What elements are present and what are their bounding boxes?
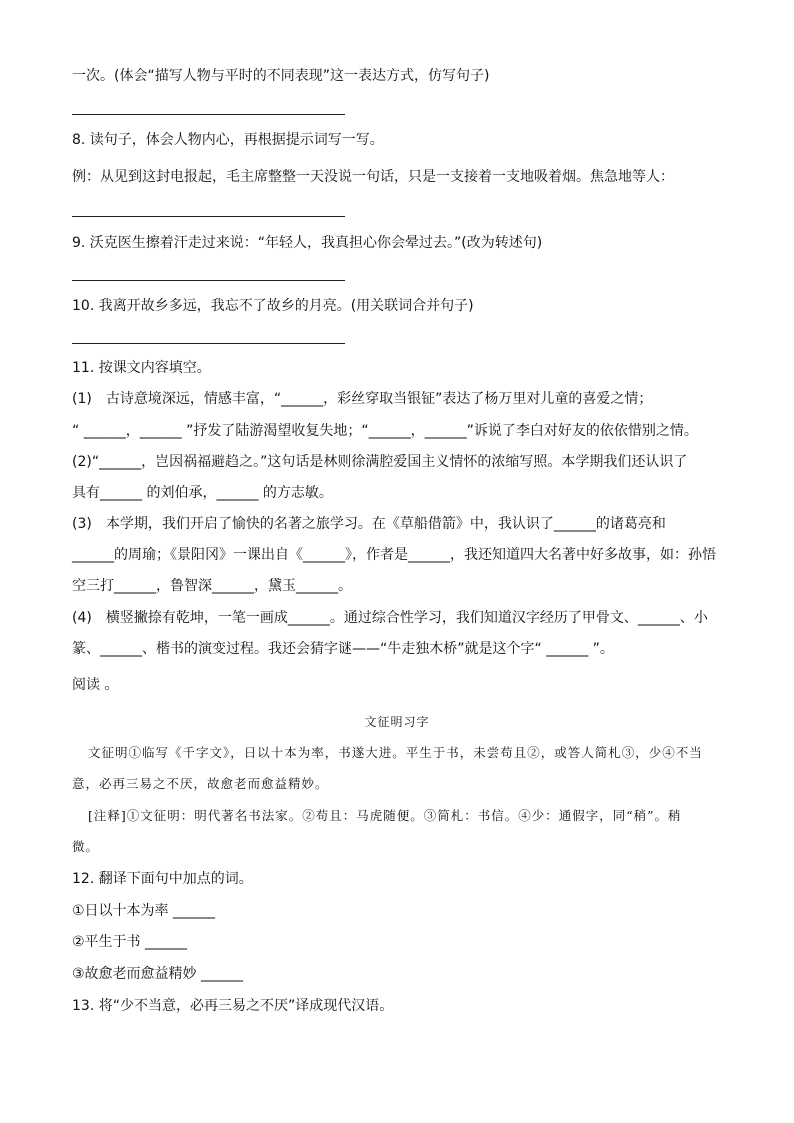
question-11-part-2: (2)“______，岂因祸福避趋之。”这句话是林则徐满腔爱国主义情怀的浓缩写照。本学期我们还认识了 <box>72 454 688 470</box>
passage-title: 文征明习字 <box>364 715 430 729</box>
question-8-example: 例：从见到这封电报起，毛主席整整一天没说一句话，只是一支接着一支地吸着烟。焦急地等人： <box>72 169 674 185</box>
question-11-part-3-cont: 空三打______，鲁智深______，黛玉______。 <box>72 578 352 594</box>
question-11-part-1-cont: “ ______，______ ”抒发了陆游渴望收复失地；“______，______”诉说了李白对好友的依依惜别之情。 <box>72 423 698 439</box>
question-11-part-3-cont: ______的周瑜；《景阳冈》一课出自《______》，作者是______，我还知道四大名著中好多故事，如：孙悟 <box>72 547 716 563</box>
passage-notes: 微。 <box>72 839 100 854</box>
question-11-part-3: (3) 本学期，我们开启了愉快的名著之旅学习。在《草船借箭》中，我认识了______的诸葛亮和 <box>72 516 666 532</box>
question-11-part-4-cont: 篆、______、楷书的演变过程。我还会猜字谜——“牛走独木桥”就是这个字“ ______ ”。 <box>72 641 614 657</box>
passage-text: 意，必再三易之不厌，故愈老而愈益精妙。 <box>72 776 329 791</box>
answer-line[interactable] <box>72 114 345 115</box>
question-11: 11. 按课文内容填空。 <box>72 360 211 376</box>
question-12-item-2: ②平生于书 ______ <box>72 934 188 950</box>
question-12-item-3: ③故愈老而愈益精妙 ______ <box>72 966 244 982</box>
passage-text: 文征明①临写《千字文》，日以十本为率，书遂大进。平生于书，未尝苟且②，或答人简札③，少④不当 <box>88 745 703 760</box>
question-11-part-4: (4) 横竖撇捺有乾坤，一笔一画成______。通过综合性学习，我们知道汉字经历了甲骨文、______、小 <box>72 610 708 626</box>
question-8: 8. 读句子，体会人物内心，再根据提示词写一写。 <box>72 132 384 148</box>
question-13: 13. 将“少不当意，必再三易之不厌”译成现代汉语。 <box>72 998 394 1014</box>
question-9: 9. 沃克医生擦着汗走过来说：“年轻人，我真担心你会晕过去。”(改为转述句) <box>72 235 543 251</box>
question-12: 12. 翻译下面句中加点的词。 <box>72 871 253 887</box>
question-11-part-2-cont: 具有______ 的刘伯承，______ 的方志敏。 <box>72 485 333 501</box>
question-10: 10. 我离开故乡多远，我忘不了故乡的月亮。(用关联词合并句子) <box>72 298 474 314</box>
answer-line[interactable] <box>72 216 345 217</box>
passage-notes: [注释]①文征明：明代著名书法家。②苟且：马虎随便。③简札：书信。④少：通假字，同“稍”。稍 <box>88 808 682 823</box>
answer-line[interactable] <box>72 343 345 344</box>
line-instruction: 一次。(体会“描写人物与平时的不同表现”这一表达方式，仿写句子) <box>72 68 490 84</box>
question-12-item-1: ①日以十本为率 ______ <box>72 903 216 919</box>
question-11-part-1: (1) 古诗意境深远，情感丰富，“______，彩丝穿取当银钲”表达了杨万里对儿童的喜爱之情； <box>72 391 653 407</box>
answer-line[interactable] <box>72 280 345 281</box>
reading-heading: 阅读 。 <box>72 677 119 693</box>
